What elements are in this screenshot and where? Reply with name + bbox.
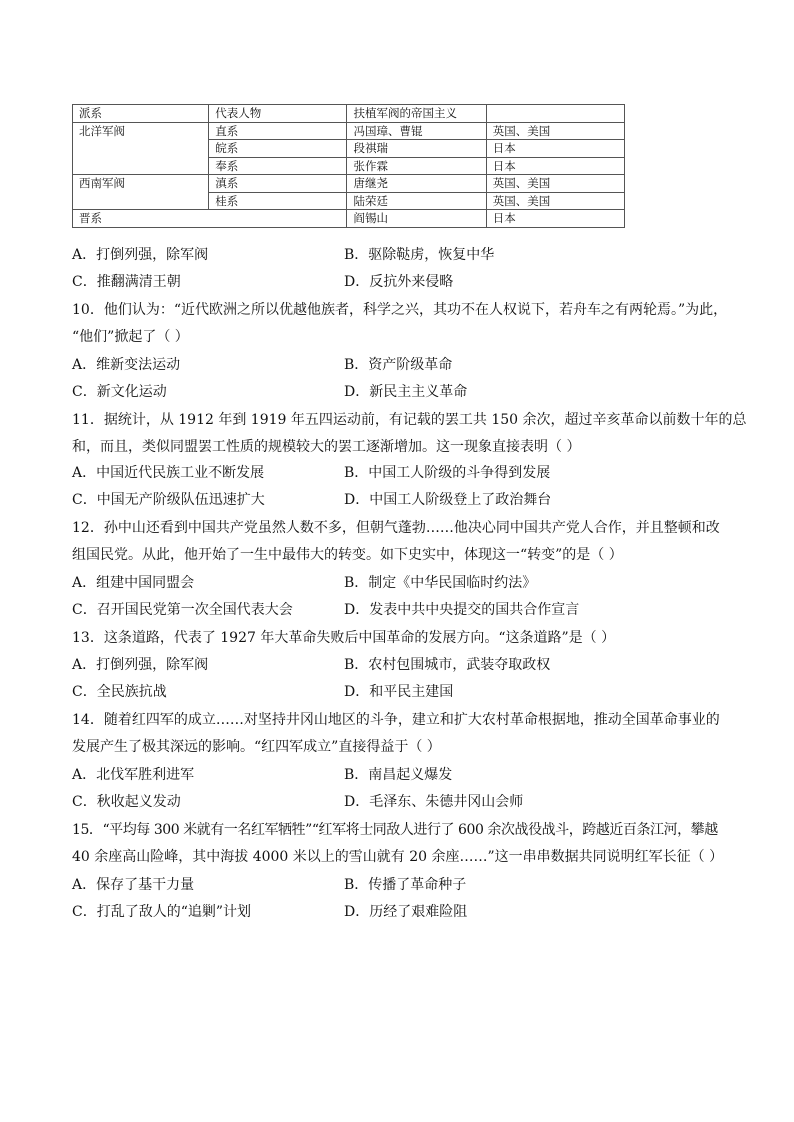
table-cell: 直系 bbox=[209, 122, 347, 140]
table-cell: 奉系 bbox=[209, 157, 347, 175]
q14-option-a[interactable]: A．北伐军胜利进军 bbox=[72, 767, 195, 783]
q11-stem-line-1: 11．据统计，从 1912 年到 1919 年五四运动前，有记载的罢工共 150 余次，超过辛亥革命以前数十年的总 bbox=[72, 412, 747, 428]
table-cell: 晋系 bbox=[73, 210, 347, 228]
table-header-cell bbox=[486, 105, 624, 123]
table-cell: 张作霖 bbox=[347, 157, 486, 175]
table-row bbox=[73, 157, 625, 175]
q12-stem-line-2: 组国民党。从此，他开始了一生中最伟大的转变。如下史实中，体现这一“转变”的是（ ） bbox=[72, 547, 623, 563]
q11-option-b[interactable]: B．中国工人阶级的斗争得到发展 bbox=[344, 465, 551, 481]
table-cell: 英国、美国 bbox=[486, 122, 624, 140]
q11-stem-line-2: 和，而且，类似同盟罢工性质的规模较大的罢工逐渐增加。这一现象直接表明（ ） bbox=[72, 439, 581, 455]
q10-option-a[interactable]: A．维新变法运动 bbox=[72, 357, 181, 373]
q12-option-b[interactable]: B．制定《中华民国临时约法》 bbox=[344, 575, 537, 591]
q15-option-b[interactable]: B．传播了革命种子 bbox=[344, 877, 467, 893]
q11-option-a[interactable]: A．中国近代民族工业不断发展 bbox=[72, 465, 265, 481]
q12-option-d[interactable]: D．发表中共中央提交的国共合作宣言 bbox=[344, 602, 580, 618]
table-header-cell: 扶植军阀的帝国主义 bbox=[347, 105, 486, 123]
table-cell bbox=[73, 157, 209, 175]
table-cell: 日本 bbox=[486, 140, 624, 158]
q13-option-c[interactable]: C．全民族抗战 bbox=[72, 684, 167, 700]
q12-stem-line-1: 12．孙中山还看到中国共产党虽然人数不多，但朝气蓬勃……他决心同中国共产党人合作，并且整顿和改 bbox=[72, 520, 720, 536]
table-cell: 日本 bbox=[486, 210, 624, 228]
q11-option-d[interactable]: D．中国工人阶级登上了政治舞台 bbox=[344, 492, 552, 508]
table-cell: 桂系 bbox=[209, 192, 347, 210]
q13-option-d[interactable]: D．和平民主建国 bbox=[344, 684, 454, 700]
q13-option-a[interactable]: A．打倒列强，除军阀 bbox=[72, 657, 209, 673]
table-row bbox=[73, 122, 625, 140]
table-cell bbox=[73, 192, 209, 210]
q12-option-c[interactable]: C．召开国民党第一次全国代表大会 bbox=[72, 602, 293, 618]
q13-stem-line-1: 13．这条道路，代表了 1927 年大革命失败后中国革命的发展方向。“这条道路”是（ ） bbox=[72, 630, 616, 646]
table-row bbox=[73, 140, 625, 158]
q14-option-b[interactable]: B．南昌起义爆发 bbox=[344, 767, 453, 783]
warlord-table bbox=[72, 104, 625, 228]
q9-option-b[interactable]: B．驱除鞑虏，恢复中华 bbox=[344, 247, 495, 263]
q15-option-d[interactable]: D．历经了艰难险阻 bbox=[344, 904, 468, 920]
table-header-cell: 派系 bbox=[73, 105, 209, 123]
q9-option-d[interactable]: D．反抗外来侵略 bbox=[344, 274, 454, 290]
q15-option-c[interactable]: C．打乱了敌人的“追剿”计划 bbox=[72, 904, 252, 920]
table-row bbox=[73, 192, 625, 210]
q14-stem-line-2: 发展产生了极其深远的影响。“红四军成立”直接得益于（ ） bbox=[72, 739, 441, 755]
table-row bbox=[73, 175, 625, 193]
q10-stem-line-2: “他们”掀起了（ ） bbox=[72, 329, 189, 345]
table-cell: 北洋军阀 bbox=[73, 122, 209, 140]
q15-stem-line-1: 15．“平均每 300 米就有一名红军牺牲”“红军将士同敌人进行了 600 余次战役战斗，跨越近百条江河，攀越 bbox=[72, 822, 718, 838]
table-cell: 英国、美国 bbox=[486, 175, 624, 193]
table-cell: 阎锡山 bbox=[347, 210, 486, 228]
table-cell bbox=[73, 140, 209, 158]
q13-option-b[interactable]: B．农村包围城市，武装夺取政权 bbox=[344, 657, 551, 673]
q10-stem-line-1: 10．他们认为：“近代欧洲之所以优越他族者，科学之兴，其功不在人权说下，若舟车之有两轮焉。”为此， bbox=[72, 302, 728, 318]
table-header-cell: 代表人物 bbox=[209, 105, 347, 123]
q15-stem-line-2: 40 余座高山险峰，其中海拔 4000 米以上的雪山就有 20 余座……”这一串串数据共同说明红军长征（ ） bbox=[72, 849, 724, 865]
table-cell: 皖系 bbox=[209, 140, 347, 158]
q12-option-a[interactable]: A．组建中国同盟会 bbox=[72, 575, 195, 591]
table-cell: 日本 bbox=[486, 157, 624, 175]
table-cell: 冯国璋、曹锟 bbox=[347, 122, 486, 140]
q10-option-d[interactable]: D．新民主主义革命 bbox=[344, 384, 468, 400]
table-cell: 滇系 bbox=[209, 175, 347, 193]
table-row bbox=[73, 210, 625, 228]
q14-option-d[interactable]: D．毛泽东、朱德井冈山会师 bbox=[344, 794, 524, 810]
q14-option-c[interactable]: C．秋收起义发动 bbox=[72, 794, 181, 810]
table-cell: 英国、美国 bbox=[486, 192, 624, 210]
q10-option-c[interactable]: C．新文化运动 bbox=[72, 384, 167, 400]
q15-option-a[interactable]: A．保存了基干力量 bbox=[72, 877, 195, 893]
q14-stem-line-1: 14．随着红四军的成立……对坚持井冈山地区的斗争，建立和扩大农村革命根据地，推动全国革命事业的 bbox=[72, 712, 720, 728]
table-cell: 段祺瑞 bbox=[347, 140, 486, 158]
q9-option-a[interactable]: A．打倒列强，除军阀 bbox=[72, 247, 209, 263]
table-cell: 陆荣廷 bbox=[347, 192, 486, 210]
q11-option-c[interactable]: C．中国无产阶级队伍迅速扩大 bbox=[72, 492, 265, 508]
q10-option-b[interactable]: B．资产阶级革命 bbox=[344, 357, 453, 373]
q9-option-c[interactable]: C．推翻满清王朝 bbox=[72, 274, 181, 290]
table-header-row bbox=[73, 105, 625, 123]
table-cell: 唐继尧 bbox=[347, 175, 486, 193]
table-cell: 西南军阀 bbox=[73, 175, 209, 193]
